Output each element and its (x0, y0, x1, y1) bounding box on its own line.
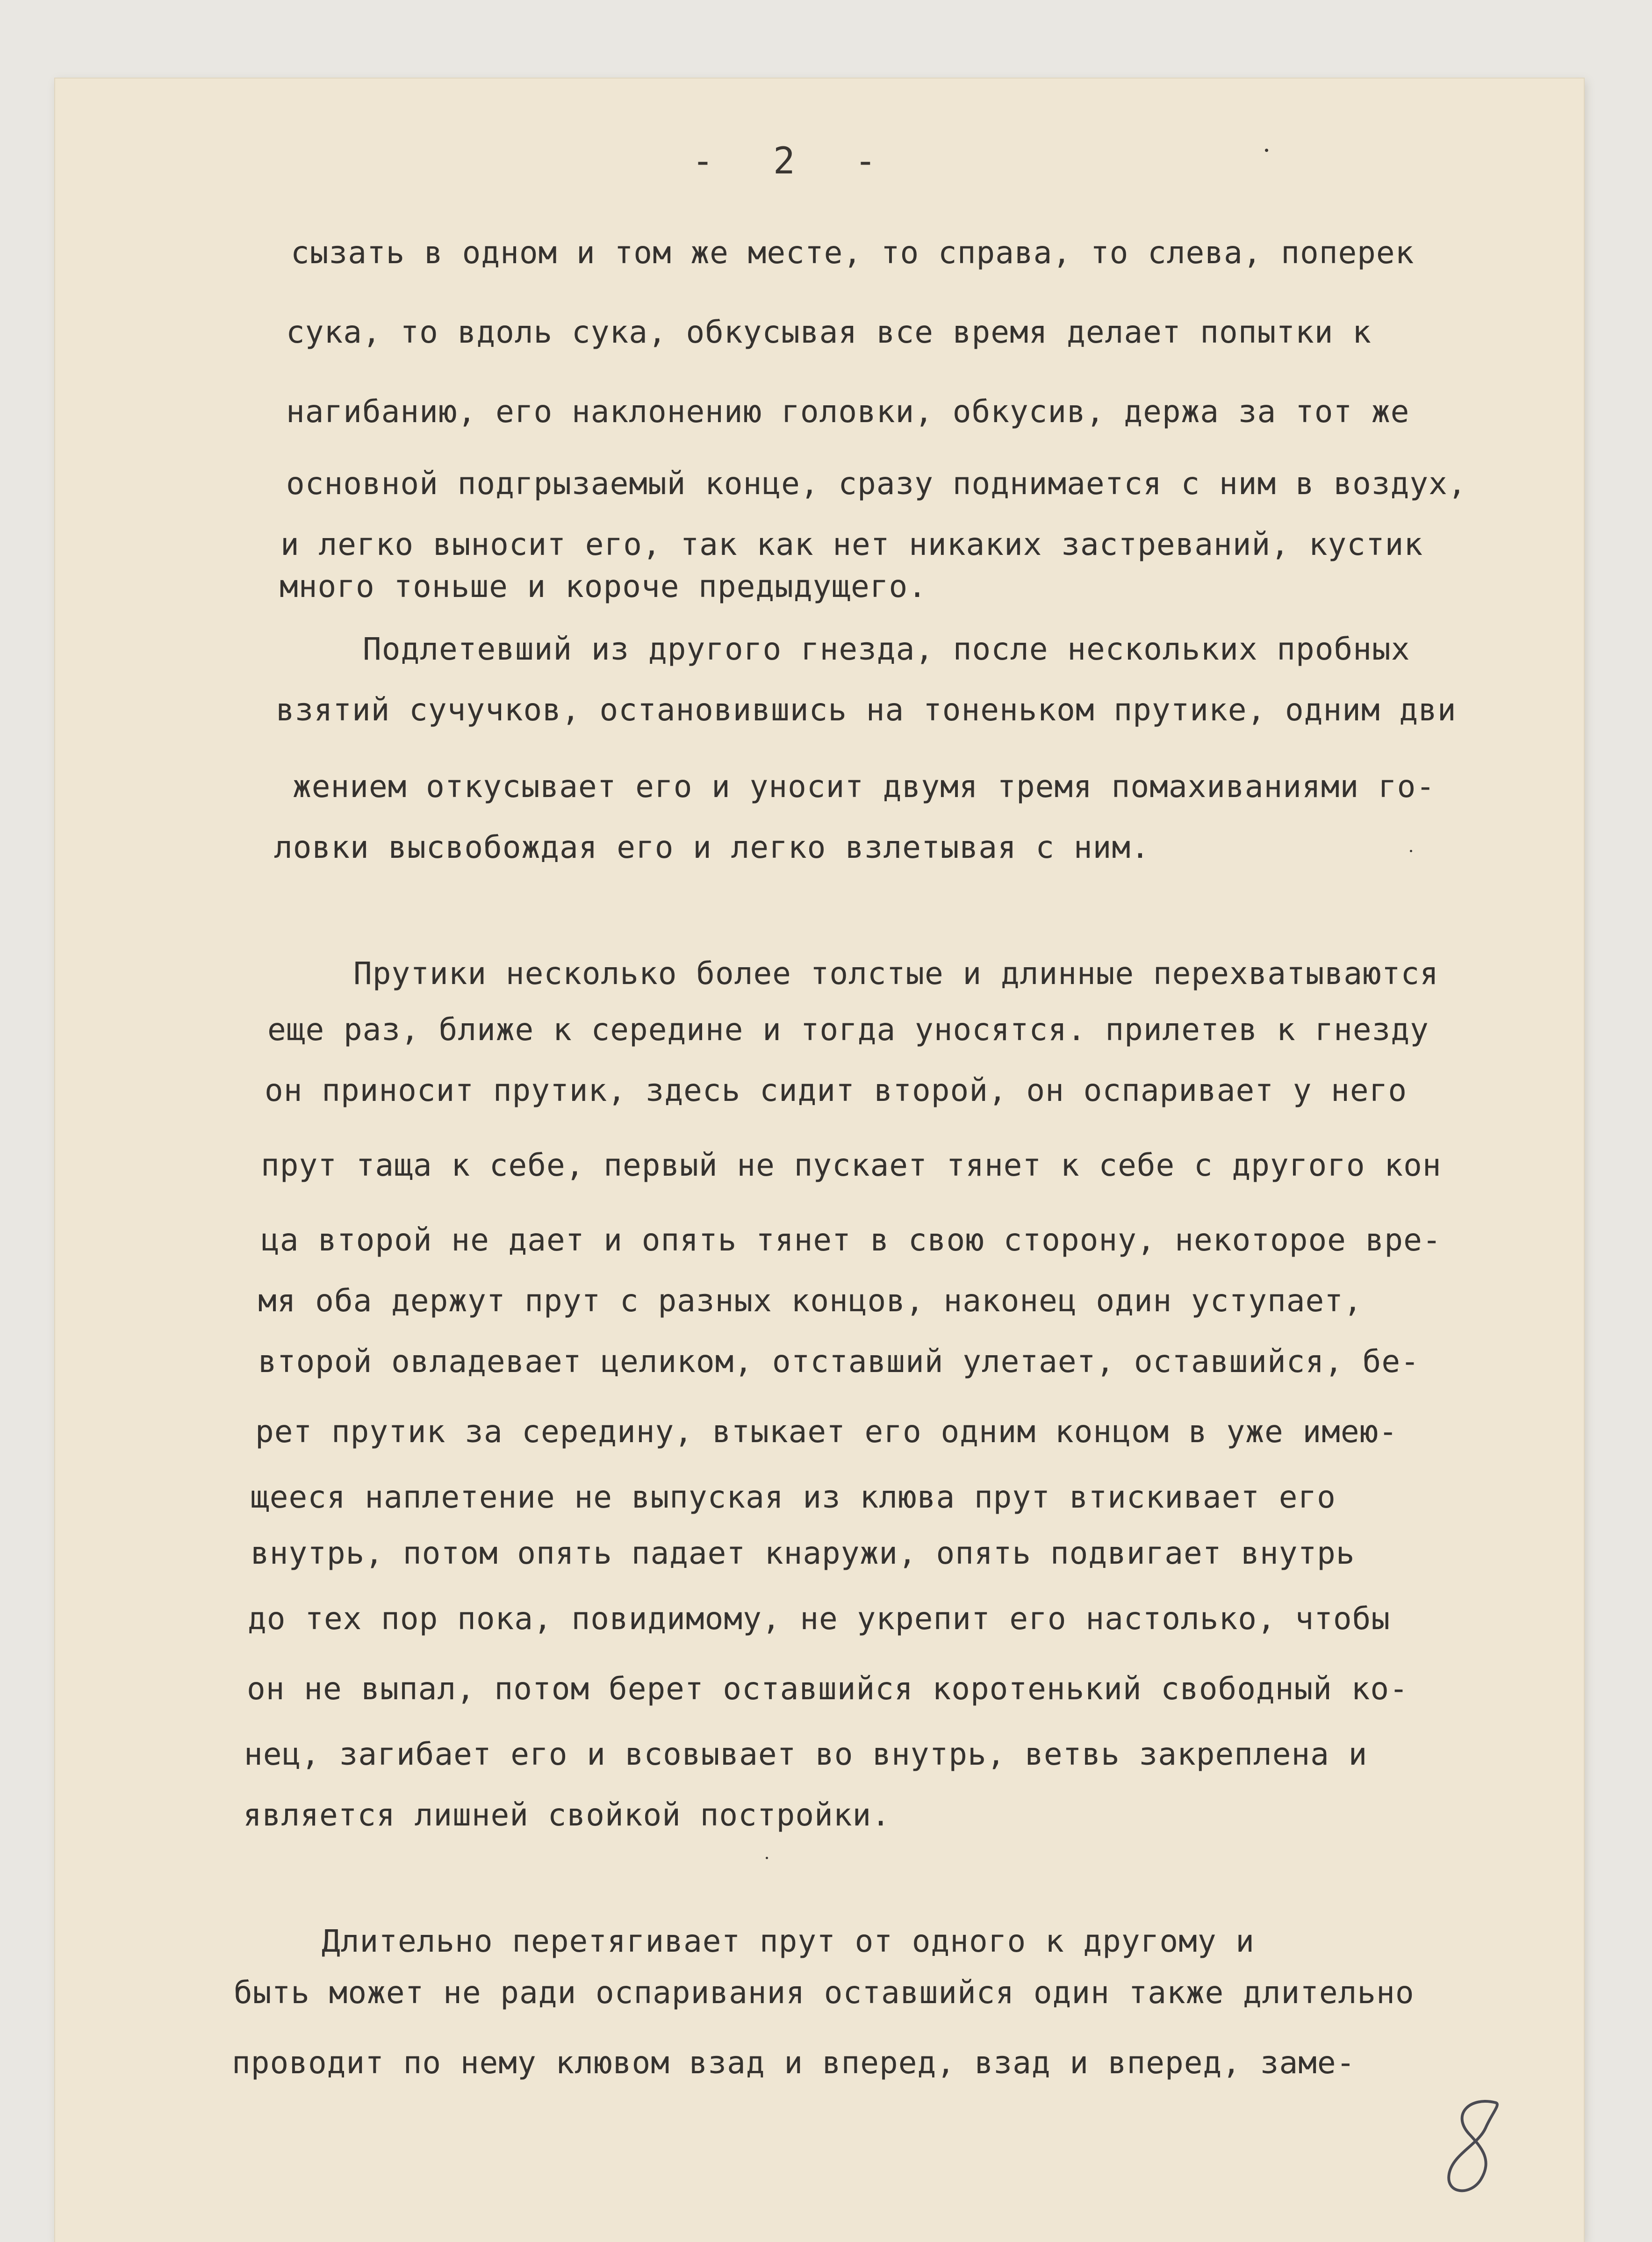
text-line: много тоньше и короче предыдущего. (280, 568, 927, 604)
text-line: жением откусывает его и уносит двумя тремя помахиваниями го- (293, 769, 1436, 805)
text-line: нец, загибает его и всовывает во внутрь, ветвь закреплена и (244, 1736, 1368, 1772)
text-line: мя оба держут прут с разных концов, наконец один уступает, (258, 1283, 1363, 1319)
text-line: Длительно перетягивает прут от одного к другому и (322, 1923, 1255, 1959)
ink-speck (1410, 850, 1412, 852)
text-line: основной подгрызаемый конце, сразу поднимается с ним в воздух, (286, 466, 1467, 502)
text-line: Подлетевший из другого гнезда, после нескольких пробных (363, 631, 1410, 667)
text-line: Прутики несколько более толстые и длинные перехватываются (353, 956, 1439, 992)
text-line: взятий сучучков, остановившись на тоненьком прутике, одним дви (276, 692, 1457, 728)
text-line: до тех пор пока, повидимому, не укрепит его настолько, чтобы (248, 1601, 1391, 1637)
text-line: он приносит прутик, здесь сидит второй, он оспаривает у него (265, 1072, 1408, 1108)
text-line: еще раз, ближе к середине и тогда уносятся. прилетев к гнезду (267, 1012, 1429, 1048)
text-line: прут таща к себе, первый не пускает тянет к себе с другого кон (261, 1147, 1442, 1183)
page-number: - 2 - (692, 140, 895, 182)
text-line: ца второй не дает и опять тянет в свою сторону, некоторое вре- (261, 1222, 1442, 1258)
text-line: проводит по нему клювом взад и вперед, взад и вперед, заме- (232, 2045, 1356, 2081)
ink-speck (766, 1857, 768, 1859)
text-line: быть может не ради оспаривания оставшийся один также длительно (234, 1975, 1415, 2011)
text-line: сука, то вдоль сука, обкусывая все время делает попытки к (286, 314, 1372, 350)
text-line: щееся наплетение не выпуская из клюва прут втискивает его (251, 1479, 1336, 1515)
handwritten-folio-number (1426, 2094, 1519, 2206)
text-line: ловки высвобождая его и легко взлетывая с ним. (274, 829, 1150, 865)
text-line: он не выпал, потом берет оставшийся коротенький свободный ко- (247, 1671, 1408, 1707)
text-line: является лишней свойкой постройки. (243, 1797, 891, 1833)
text-line: сызать в одном и том же месте, то справа, то слева, поперек (291, 235, 1415, 271)
text-line: и легко выносит его, так как нет никаких застреваний, кустик (280, 526, 1423, 562)
text-line: нагибанию, его наклонению головки, обкусив, держа за тот же (286, 394, 1410, 430)
ink-speck (1265, 149, 1268, 152)
text-line: второй овладевает целиком, отставший улетает, оставшийся, бе- (258, 1344, 1420, 1380)
text-line: внутрь, потом опять падает кнаружи, опять подвигает внутрь (251, 1535, 1355, 1571)
text-line: рет прутик за середину, втыкает его одним концом в уже имею- (255, 1414, 1398, 1450)
